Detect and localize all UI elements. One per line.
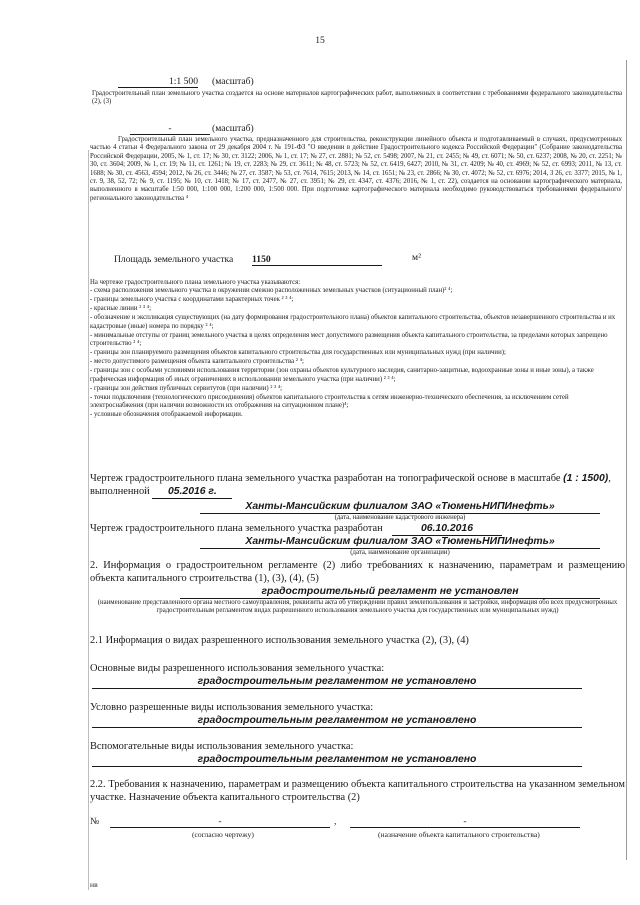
drawing-item: - границы зон с особыми условиями использования территории (зон охраны объектов культурного наследия, санитарно-защитные, водоохранные зоны и иные зоны), а также графическая информация об иных ограничениях в использовании земельного участка (при наличии) ² ³ ⁴; xyxy=(90,367,594,383)
main-uses-label: Основные виды разрешенного использования земельного участка: xyxy=(90,663,385,674)
prepared-performed: , выполненной xyxy=(90,473,611,497)
conditional-uses-value: градостроительным регламентом не установлено xyxy=(92,714,582,728)
drawing-item: - границы зон действия публичных сервитутов (при наличии) ² ³ ⁴; xyxy=(90,384,283,392)
area-value: 1150 xyxy=(252,254,382,266)
developed-text: Чертеж градостроительного плана земельного участка разработан xyxy=(90,523,383,534)
drawing-item: - минимальные отступы от границ земельного участка в целях определения мест допустимого размещения объекта капитального строительства, за пределами которых запрещено строительство ² ⁴; xyxy=(90,331,608,348)
scale1-label: (масштаб) xyxy=(212,76,254,87)
num-label: № xyxy=(90,816,100,827)
prepared-date: 05.2016 г. xyxy=(152,485,232,499)
scale2-value: - xyxy=(130,123,210,135)
area-label: Площадь земельного участка xyxy=(114,254,234,265)
auxiliary-uses-value: градостроительным регламентом не установлено xyxy=(92,753,582,767)
drawing-items-list xyxy=(90,287,620,419)
page-number: 15 xyxy=(315,35,325,46)
section21-title: 2.1 Информация о видах разрешенного использования земельного участка (2), (3), (4) xyxy=(90,635,469,646)
drawing-item: - красные линии ² ³ ⁴; xyxy=(90,305,151,313)
scale1-note: Градостроительный план земельного участка создается на основе материалов картографических работ, выполненных в соответствии с требованиями федерального законодательства (2), (3) xyxy=(92,90,622,106)
section22-text: 2.2. Требования к назначению, параметрам и размещению объекта капитального строительства на указанном земельном участке. Назначение объекта капитального строительства (2) xyxy=(90,779,625,803)
conditional-uses-label: Условно разрешенные виды использования земельного участка: xyxy=(90,702,374,713)
caption-right: (назначение объекта капитального строительства) xyxy=(378,830,540,839)
auxiliary-uses-label: Вспомогательные виды использования земельного участка: xyxy=(90,741,354,752)
prepared-intro: Чертеж градостроительного плана земельного участка разработан на топографической основе в масштабе xyxy=(90,473,561,484)
prepared-org: Ханты-Мансийским филиалом ЗАО «ТюменьНИПИнефть» xyxy=(200,500,600,514)
drawing-item: - условные обозначения отображаемой информации. xyxy=(90,411,243,419)
section2-value: градостроительный регламент не установлен xyxy=(180,585,600,599)
developed-date: 06.10.2016 xyxy=(392,522,502,536)
prepared-caption: (дата, наименование кадастрового инженера) xyxy=(334,514,466,521)
section2-caption: (наименование представленного органа местного самоуправления, реквизиты акта об утверждении правил землепользования и застройки, информация обо всех предусмотренных градостроительным регламентом видах разрешенного использования земельного участка для государственных или муниципальных нужд) xyxy=(97,599,618,615)
num-value: - xyxy=(110,816,330,828)
drawing-item: - схема расположения земельного участка в окружении смежно расположенных земельных участков (ситуационный план)² ⁴; xyxy=(90,287,453,295)
caption-left: (согласно чертежу) xyxy=(192,830,254,839)
purpose-value: - xyxy=(350,816,580,828)
drawing-item: - обозначение и экспликация существующих (на дату формирования градостроительного плана) объектов капитального строительства, объектов незавершенного строительства и их кадастровые (иные) номера по порядку ² ⁴; xyxy=(90,314,616,330)
drawing-item: - место допустимого размещения объекта капитального строительства ² ⁴; xyxy=(90,358,304,366)
drawing-intro: На чертеже градостроительного плана земельного участка указываются: xyxy=(90,279,301,286)
drawing-item: - границы зон планируемого размещения объектов капитального строительства для государственных или муниципальных нужд (при наличии); xyxy=(90,349,506,357)
drawing-item: - точки подключения (технологического присоединения) объектов капитального строительства к сетям инженерно-технического обеспечения, за исключением сетей электроснабжения (при наличии возможности их отображения на ситуационном плане)⁴; xyxy=(90,393,569,410)
prepared-text xyxy=(90,472,625,499)
main-uses-value: градостроительным регламентом не установлено xyxy=(92,675,582,689)
comma: , xyxy=(334,816,337,827)
section2-text: 2. Информация о градостроительном регламенте (2) либо требованиях к назначению, параметрам и размещению объекта капитального строительства (1), (3), (4), (5) xyxy=(90,560,625,584)
footer-mark: нв xyxy=(90,880,98,889)
scan-right-border xyxy=(626,60,627,860)
developed-org: Ханты-Мансийским филиалом ЗАО «ТюменьНИПИнефть» xyxy=(200,535,600,549)
scale2-label: (масштаб) xyxy=(212,123,254,134)
scan-left-border xyxy=(88,150,89,890)
scale2-note: Градостроительный план земельного участка, предназначенного для строительства, реконструкции линейного объекта и подготавливаемый в случаях, предусмотренных частью 4 статьи 4 Федерального закона от 29 декабря 2004 г. № 191-ФЗ "О введении в действие Градостроительного кодекса Российской Федерации" (Собрание законодательства Российской Федерации, 2005, № 1, ст. 17; № 30, ст. 3122; 2006, № 1, ст. 17; № 27, ст. 2881; № 52, ст. 5498; 2007, № 21, ст. 2455; № 49, ст. 6071; № 50, ст. 6237; 2008, № 20, ст. 2251; № 30, ст. 3604; 2009, № 1, ст. 19; № 11, ст. 1261; № 19, ст. 2283; № 29, ст. 3611; № 48, ст. 5723; № 52, ст. 6419, 6427; 2010, № 31, ст. 4209; № 40, ст. 4969; № 52, ст. 6993; 2011, № 13, ст. 1688; № 30, ст. 4563, 4594; 2012, № 26, ст. 3446; № 27, ст. 3587; № 53, ст. 7614, 7615; 2013, № 14, ст. 1651; № 23, ст. 2866; № 30, ст. 4072; № 52, ст. 6976; 2014, 3 26, ст. 3377; 2015, № 1, ст. 9, 38, 52, 72; № 9, ст. 1195; № 10, ст. 1418; № 17, ст. 2477, № 27, ст. 3951; № 29, ст. 4347, ст. 4376; 2016, № 1, ст. 22), создается на основании картографического материала, выполненного в масштабе 1:50 000, 1:100 000, 1:200 000, 1:500 000. При подготовке картографического материала необходимо руководствоваться требованиями федерального/регионального законодательства ⁴ xyxy=(90,136,622,202)
drawing-section xyxy=(90,279,620,420)
drawing-item: - границы земельного участка с координатами характерных точек ² ³ ⁴; xyxy=(90,296,294,304)
developed-caption: (дата, наименование организации) xyxy=(350,549,450,556)
scale1-value: 1:1 500 xyxy=(118,76,198,88)
area-unit: м² xyxy=(412,252,421,263)
prepared-scale: (1 : 1500) xyxy=(563,473,609,484)
